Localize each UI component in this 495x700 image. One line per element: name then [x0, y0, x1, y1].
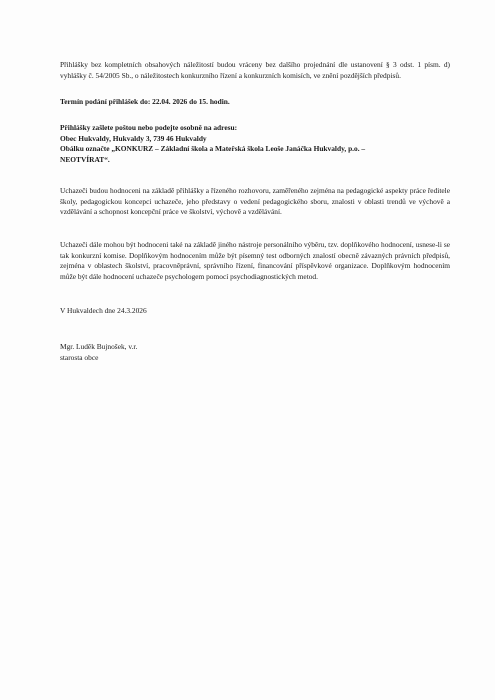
address-line-2: Obec Hukvaldy, Hukvaldy 3, 739 46 Hukvaldy [60, 133, 207, 143]
place-date-paragraph [60, 306, 450, 317]
signatory-name: Mgr. Luděk Bujnošek, v.r. [60, 342, 138, 351]
additional-evaluation-paragraph [60, 240, 450, 282]
additional-evaluation-text: Uchazeči dále mohou být hodnoceni také na základě jiného nástroje personálního výběru, tzv. doplňkového hodnocení, usnese-li se tak konkurzní komise. Doplňkovým hodnocením může být písemný test odborných znalostí obecně závazných právních předpisů, zejména v oblastech školství, pracovněprávní, správního řízení, financování příspěvkové organizace. Doplňkovým hodnocením může být dále hodnocení uchazeče psychologem pomocí psychodiagnostických metod. [60, 240, 450, 281]
address-line-4: NEOTVÍRAT“. [60, 154, 110, 164]
evaluation-text: Uchazeči budou hodnoceni na základě přihlášky a řízeného rozhovoru, zaměřeného zejména na pedagogické aspekty práce ředitele školy, pedagogickou koncepci uchazeče, jeho představy o vedení pedagogického sboru, znalosti v oblasti trendů ve výchově a vzdělávání a schopnost koncepční práce ve školství, výchově a vzdělávání. [60, 186, 450, 216]
place-date-text: V Hukvaldech dne 24.3.2026 [60, 306, 147, 315]
intro-paragraph [60, 60, 450, 81]
deadline-paragraph [60, 97, 450, 108]
intro-text: Přihlášky bez kompletních obsahových náležitostí budou vráceny bez dalšího projednání dle ustanovení § 3 odst. 1 písm. d) vyhlášky č. 54/2005 Sb., o náležitostech konkurzního řízení a konkurzních komisích, ve znění pozdějších předpisů. [60, 60, 450, 80]
deadline-text: Termín podání přihlášek do: 22.04. 2026 do 15. hodin. [60, 97, 230, 106]
address-line-3: Obálku označte „KONKURZ – Základní škola a Mateřská škola Leoše Janáčka Hukvaldy, p.o. – [60, 144, 366, 153]
address-paragraph [60, 123, 450, 165]
signatory-title: starosta obce [60, 352, 99, 362]
signature-block [60, 342, 450, 363]
address-line-1: Přihlášky zašlete poštou nebo podejte osobně na adresu: [60, 123, 238, 132]
evaluation-paragraph [60, 186, 450, 218]
